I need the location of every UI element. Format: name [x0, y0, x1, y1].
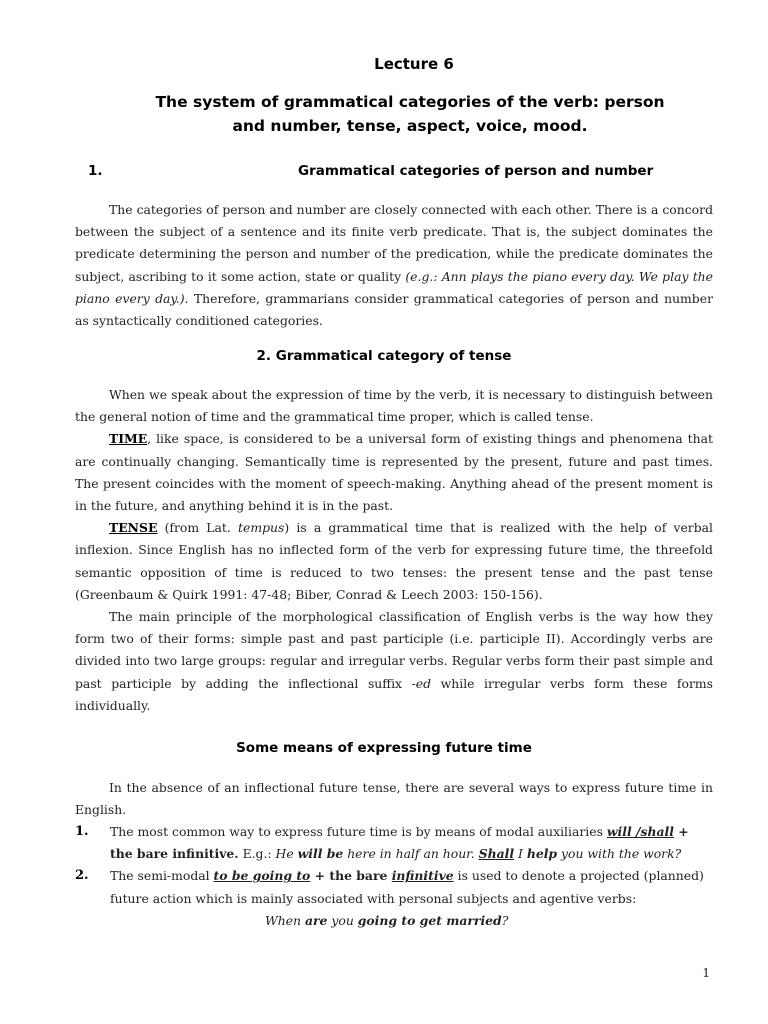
p5-suffix: -ed	[411, 675, 432, 691]
page-number: 1	[702, 966, 710, 980]
p1-text-b: Therefore, grammarians consider grammatical categories of person and number as syntactically conditioned categories.	[75, 290, 713, 329]
title-line-1: The system of grammatical categories of the verb: person	[155, 93, 665, 111]
p1-example: (e.g.: Ann plays the piano every day. We play the piano every day.).	[75, 268, 713, 306]
list-item-number: 2.	[75, 868, 89, 884]
list-item: 1. The most common way to express future time is by means of modal auxiliaries will /shall + the bare infinitive. E.g.: He will be here in half an hour. Shall I help you with the work?	[75, 821, 713, 865]
paragraph-time-notion: When we speak about the expression of time by the verb, it is necessary to distinguish between the general notion of time and the grammatical time proper, which is called tense.	[75, 387, 713, 425]
going-to-phrase: to be going to	[213, 868, 311, 884]
p5-text-a: The main principle of the morphological classification of English verbs is the way how they form two of their forms: simple past and past participle (i.e. participle II). Accordingly verbs are divided into two large groups: regular and irregular verbs. Regular verbs form their past simple and past participle by adding the inflectional suffix	[75, 609, 713, 691]
term-time: TIME	[109, 431, 148, 447]
paragraph-time-definition	[75, 428, 713, 517]
section-2-heading: 2. Grammatical category of tense	[256, 348, 512, 364]
paragraph-verb-classification	[75, 606, 713, 717]
future-means-list	[75, 821, 713, 932]
tense-paragraphs	[75, 384, 713, 717]
section-1-number: 1.	[88, 163, 103, 179]
paragraph-tense-definition	[75, 517, 713, 606]
p4-text-a: (from Lat.	[157, 520, 239, 536]
modal-auxiliaries: will /shall	[606, 824, 674, 839]
p5-text-b: while irregular verbs form these forms individually.	[75, 675, 713, 713]
title-line-2: and number, tense, aspect, voice, mood.	[232, 117, 588, 135]
p4-latin-word: tempus	[238, 520, 285, 536]
list-item: 2. The semi-modal to be going to + the bare infinitive is used to denote a projected (planned) future action which is mainly associated with personal subjects and agentive verbs: When are you going to get married?	[75, 865, 713, 932]
p6-text: In the absence of an inflectional future tense, there are several ways to express future time in English.	[75, 780, 713, 818]
p4-text-b: ) is a grammatical time that is realized with the help of verbal inflexion. Since English has no inflected form of the verb for expressing future time, the threefold semantic opposition of time is reduced to two tenses: the present tense and the past tense (Greenbaum & Quirk 1991: 47-48; Biber, Conrad & Leech 2003: 150-156).	[75, 520, 714, 602]
list-item-number: 1.	[75, 824, 89, 839]
section-1-title: Grammatical categories of person and number	[298, 163, 654, 179]
section-3-heading: Some means of expressing future time	[236, 740, 532, 756]
paragraph-future-intro	[75, 777, 713, 821]
lecture-title	[90, 90, 730, 138]
example-sentence: When are you going to get married?	[265, 912, 509, 928]
p1-text-a: The categories of person and number are closely connected with each other. There is a concord between the subject of a sentence and its finite verb predicate. That is, the subject dominates the predicate determining the person and number of the predication, while the predicate dominates the subject, ascribing to it some action, state or quality	[75, 202, 713, 284]
lecture-number: Lecture 6	[374, 55, 454, 73]
paragraph-person-number	[75, 199, 713, 332]
term-tense: TENSE	[109, 520, 158, 536]
p3-text: , like space, is considered to be a universal form of existing things and phenomena that are continually changing. Semantically time is represented by the present, future and past times. The present coincides with the moment of speech-making. Anything ahead of the present moment is in the future, and anything behind it is in the past.	[75, 431, 713, 514]
